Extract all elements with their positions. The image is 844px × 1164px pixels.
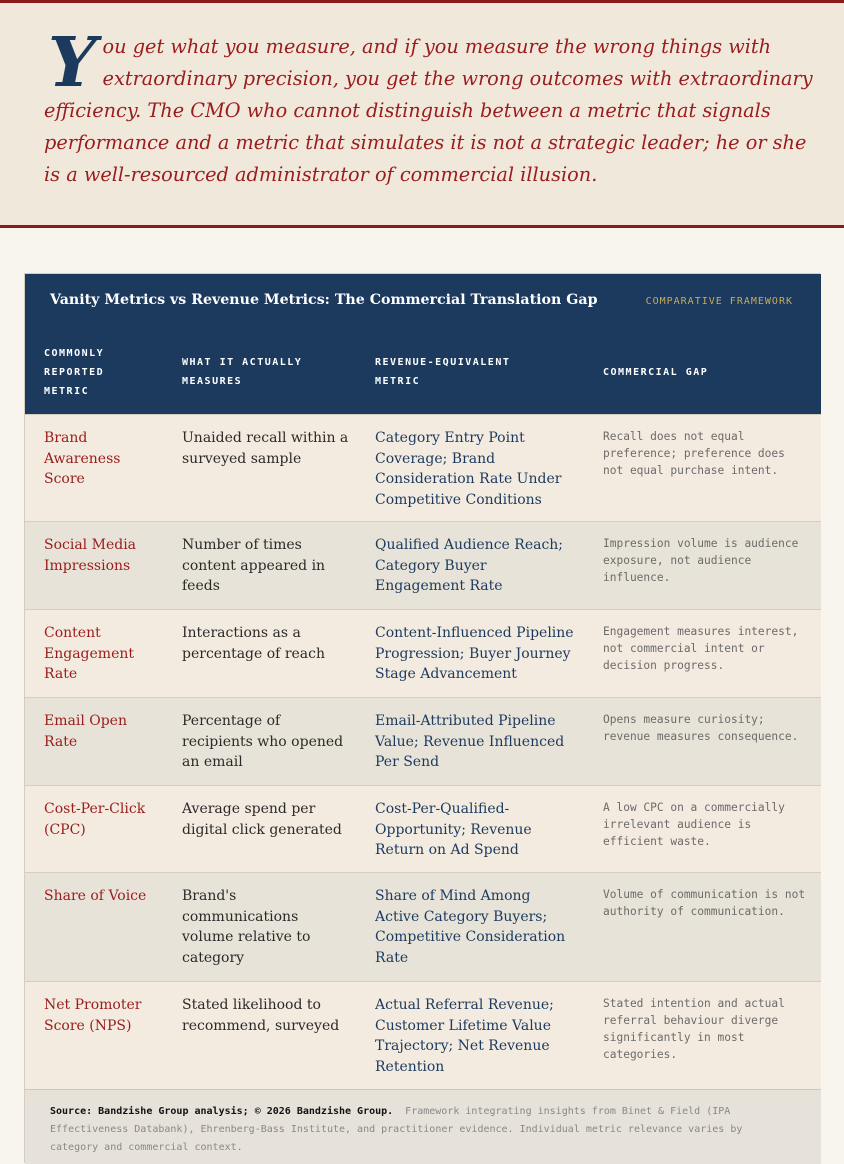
table-row: [25, 981, 821, 1089]
metric-cell: Share of Voice: [44, 888, 147, 904]
gap-cell: Opens measure curiosity; revenue measures consequence.: [603, 713, 799, 743]
table-row: [25, 521, 821, 609]
metric-cell: Cost-Per-Click (CPC): [44, 801, 146, 838]
revenue-cell: Qualified Audience Reach; Category Buyer Engagement Rate: [375, 537, 564, 594]
table-footer: [25, 1089, 821, 1164]
revenue-cell: Share of Mind Among Active Category Buyers; Competitive Consideration Rate: [375, 888, 566, 966]
revenue-cell: Email-Attributed Pipeline Value; Revenue Influenced Per Send: [375, 713, 565, 770]
gap-cell: Volume of communication is not authority of communication.: [603, 888, 806, 918]
table-tag: COMPARATIVE FRAMEWORK: [645, 296, 793, 307]
measures-cell: Number of times content appeared in feeds: [182, 537, 326, 594]
gap-cell: A low CPC on a commercially irrelevant audience is efficient waste.: [603, 801, 785, 848]
table-title: Vanity Metrics vs Revenue Metrics: The Commercial Translation Gap: [50, 292, 598, 308]
revenue-cell: Actual Referral Revenue; Customer Lifetime Value Trajectory; Net Revenue Retention: [375, 997, 554, 1075]
table-row: [25, 872, 821, 981]
metric-cell: Email Open Rate: [44, 713, 127, 750]
measures-cell: Average spend per digital click generated: [182, 801, 342, 838]
drop-cap: Y: [48, 23, 97, 103]
gap-cell: Engagement measures interest, not commercial intent or decision progress.: [603, 625, 799, 672]
table-header: [25, 274, 821, 414]
measures-cell: Percentage of recipients who opened an email: [182, 713, 344, 770]
metric-cell: Brand Awareness Score: [44, 430, 121, 487]
gap-cell: Stated intention and actual referral behaviour diverge significantly in most categories.: [603, 997, 785, 1061]
revenue-cell: Cost-Per-Qualified-Opportunity; Revenue Return on Ad Spend: [375, 801, 532, 858]
measures-cell: Interactions as a percentage of reach: [182, 625, 325, 662]
measures-cell: Brand's communications volume relative to category: [182, 888, 311, 966]
quote-text: [44, 23, 814, 191]
table-row: [25, 609, 821, 697]
column-header-revenue: REVENUE-EQUIVALENT METRIC: [375, 357, 511, 387]
column-header-gap: COMMERCIAL GAP: [603, 367, 709, 378]
revenue-cell: Content-Influenced Pipeline Progression; Buyer Journey Stage Advancement: [375, 625, 574, 682]
table-row: [25, 414, 821, 521]
pull-quote: [0, 0, 844, 228]
measures-cell: Stated likelihood to recommend, surveyed: [182, 997, 340, 1034]
comparison-table: [24, 273, 820, 1163]
metric-cell: Social Media Impressions: [44, 537, 137, 574]
footer-note: Framework integrating insights from Binet & Field (IPA Effectiveness Databank), Ehrenberg-Bass Institute, and practitioner evidence. Individual metric relevance varies by category and commercial context.: [50, 1106, 743, 1153]
quote-body: ou get what you measure, and if you measure the wrong things with extraordinary precision, you get the wrong outcomes with extraordinary efficiency. The CMO who cannot distinguish between a metric that signals performance and a metric that simulates it is not a strategic leader; he or she is a well-resourced administrator of commercial illusion.: [44, 35, 813, 186]
measures-cell: Unaided recall within a surveyed sample: [182, 430, 349, 467]
column-header-measures: WHAT IT ACTUALLY MEASURES: [182, 357, 303, 387]
column-header-metric: COMMONLY REPORTED METRIC: [44, 348, 105, 397]
revenue-cell: Category Entry Point Coverage; Brand Consideration Rate Under Competitive Conditions: [375, 430, 562, 508]
table-row: [25, 697, 821, 785]
metric-cell: Net Promoter Score (NPS): [44, 997, 142, 1034]
metric-cell: Content Engagement Rate: [44, 625, 134, 682]
source-credit: Source: Bandzishe Group analysis; © 2026 Bandzishe Group.: [50, 1106, 394, 1117]
gap-cell: Recall does not equal preference; preference does not equal purchase intent.: [603, 430, 785, 477]
gap-cell: Impression volume is audience exposure, not audience influence.: [603, 537, 799, 584]
table-row: [25, 785, 821, 872]
